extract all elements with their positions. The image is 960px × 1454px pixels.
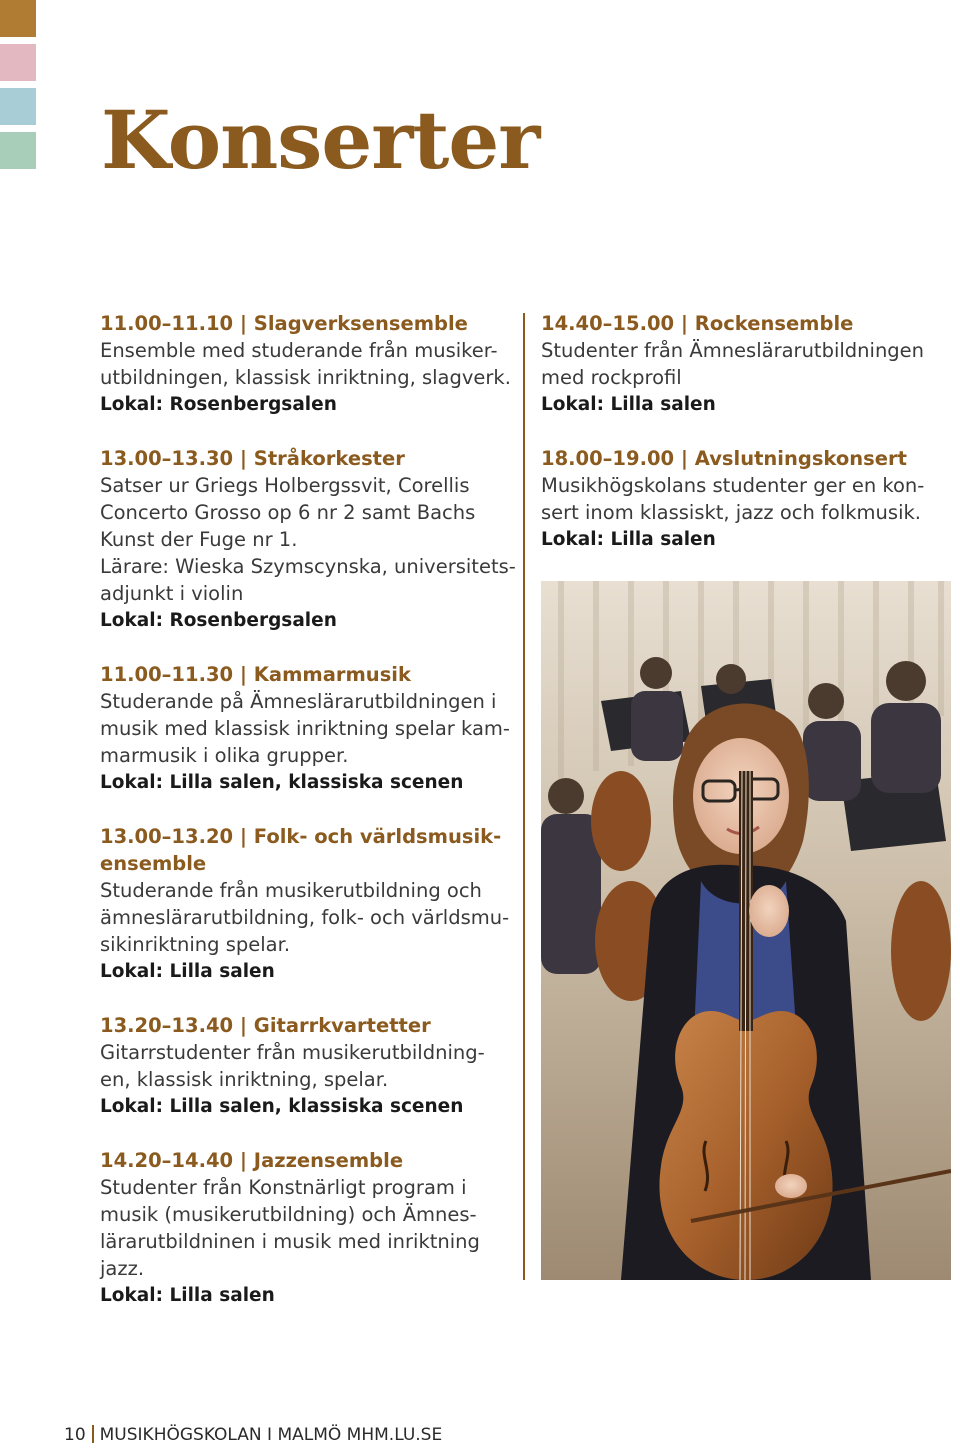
event-gitarrkvartetter	[100, 1012, 518, 1120]
footer-separator	[92, 1425, 94, 1443]
event-location: Lokal: Lilla salen	[541, 529, 716, 550]
event-jazzensemble	[100, 1147, 518, 1309]
event-location: Lokal: Lilla salen	[541, 394, 716, 415]
left-column	[100, 310, 518, 1336]
event-heading: 11.00–11.30 | Kammarmusik	[100, 663, 411, 686]
column-divider	[523, 313, 525, 1280]
page-title: Konserter	[101, 93, 540, 187]
event-heading: 13.20–13.40 | Gitarrkvartetter	[100, 1014, 431, 1037]
event-slagverksensemble	[100, 310, 518, 418]
event-description: Gitarrstudenter från musikerutbildning- en, klassisk inriktning, spelar.	[100, 1041, 485, 1091]
right-column	[541, 310, 951, 580]
event-description: Ensemble med studerande från musiker- utbildningen, klassisk inriktning, slagverk.	[100, 339, 511, 389]
event-heading: 18.00–19.00 | Avslutningskonsert	[541, 447, 907, 470]
event-description: Studerande på Ämneslärarutbildningen i musik med klassisk inriktning spelar kam- marmusik i olika grupper.	[100, 690, 510, 767]
event-heading: 13.00–13.30 | Stråkorkester	[100, 447, 405, 470]
cellist-photo	[541, 581, 951, 1280]
event-heading: 14.20–14.40 | Jazzensemble	[100, 1149, 404, 1172]
photo-illustration	[541, 581, 951, 1280]
page-number: 10	[64, 1425, 86, 1445]
page-footer	[64, 1424, 442, 1446]
event-location: Lokal: Lilla salen	[100, 1285, 275, 1306]
event-location: Lokal: Lilla salen	[100, 961, 275, 982]
event-strakorkester	[100, 445, 518, 634]
event-location: Lokal: Rosenbergsalen	[100, 394, 337, 415]
color-swatch-pink	[0, 44, 36, 81]
color-swatch-brown	[0, 0, 36, 37]
event-description: Musikhögskolans studenter ger en kon- sert inom klassiskt, jazz och folkmusik.	[541, 474, 925, 524]
event-description: Studerande från musikerutbildning och ämneslärarutbildning, folk- och världsmu- sikinriktning spelar.	[100, 879, 510, 956]
footer-text: MUSIKHÖGSKOLAN I MALMÖ MHM.LU.SE	[99, 1425, 443, 1445]
event-rockensemble	[541, 310, 951, 418]
event-folk-varldsmusik	[100, 823, 518, 985]
event-description: Satser ur Griegs Holbergssvit, Corellis Concerto Grosso op 6 nr 2 samt Bachs Kunst der Fuge nr 1. Lärare: Wieska Szymscynska, universitets- adjunkt i violin	[100, 474, 516, 605]
event-heading: 14.40–15.00 | Rockensemble	[541, 312, 854, 335]
event-heading: 11.00–11.10 | Slagverksensemble	[100, 312, 468, 335]
event-description: Studenter från Konstnärligt program i musik (musikerutbildning) och Ämnes- lärarutbildninen i musik med inriktning jazz.	[100, 1176, 480, 1280]
event-avslutningskonsert	[541, 445, 951, 553]
event-location: Lokal: Rosenbergsalen	[100, 610, 337, 631]
event-heading: 13.00–13.20 | Folk- och världsmusik- ensemble	[100, 825, 502, 875]
event-location: Lokal: Lilla salen, klassiska scenen	[100, 1096, 464, 1117]
color-swatch-blue	[0, 88, 36, 125]
event-kammarmusik	[100, 661, 518, 796]
event-location: Lokal: Lilla salen, klassiska scenen	[100, 772, 464, 793]
event-description: Studenter från Ämneslärarutbildningen med rockprofil	[541, 339, 925, 389]
color-swatch-green	[0, 132, 36, 169]
